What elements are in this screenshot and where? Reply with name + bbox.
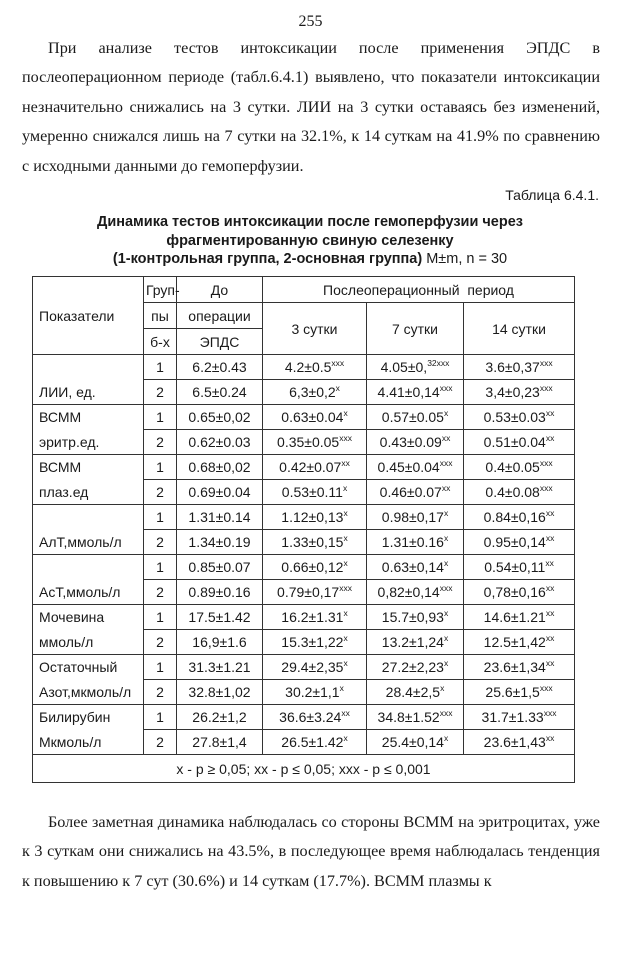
value-text: 1.34±0.19 [188, 534, 251, 550]
significance-mark: xxx [439, 383, 453, 393]
significance-mark: xxx [543, 708, 557, 718]
significance-mark: x [443, 558, 449, 568]
indicator-label: АлТ,ммоль/л [33, 530, 144, 555]
significance-mark: x [343, 408, 348, 418]
value-cell [263, 355, 367, 380]
significance-mark: x [443, 508, 449, 518]
table-title-groups: (1-контрольная группа, 2-основная группа) [112, 251, 423, 267]
significance-mark: xx [545, 558, 554, 568]
value-text: 25.4±0,14 [381, 734, 444, 750]
value-cell [177, 455, 263, 480]
footnote-row [33, 755, 575, 783]
value-cell [464, 630, 575, 655]
significance-mark: xx [341, 458, 350, 468]
header-day-14: 14 сутки [464, 303, 575, 355]
indicator-label: Остаточный [33, 655, 144, 680]
indicator-label: Мкмоль/л [33, 730, 144, 755]
value-text: 0.57±0.05 [381, 409, 444, 425]
value-cell [263, 505, 367, 530]
significance-mark: x [443, 658, 449, 668]
table-title [30, 213, 590, 269]
indicator-label: плаз.ед [33, 480, 144, 505]
value-text: 1.33±0,15 [281, 534, 344, 550]
value-text: 0,82±0,14 [377, 584, 440, 600]
value-cell [177, 730, 263, 755]
header-day-3: 3 сутки [263, 303, 367, 355]
significance-mark: x [343, 608, 348, 618]
value-cell [464, 605, 575, 630]
table-row [33, 705, 575, 730]
value-cell [464, 380, 575, 405]
significance-mark: xxx [439, 708, 453, 718]
value-cell [263, 705, 367, 730]
value-text: 17.5±1.42 [188, 609, 251, 625]
value-text: 6.5±0.24 [192, 384, 247, 400]
value-cell [367, 355, 464, 380]
significance-mark: xx [341, 708, 350, 718]
value-cell [263, 655, 367, 680]
value-cell [263, 405, 367, 430]
table-row [33, 730, 575, 755]
value-text: 3.6±0,37 [485, 359, 540, 375]
table-row [33, 505, 575, 530]
significance-mark: x [343, 733, 348, 743]
significance-mark: x [440, 683, 445, 693]
header-row [33, 277, 575, 303]
table-row [33, 680, 575, 705]
group-number: 1 [144, 555, 177, 580]
header-group-2: пы [144, 303, 177, 329]
table-row [33, 455, 575, 480]
significance-mark: xx [545, 583, 555, 593]
group-number: 2 [144, 730, 177, 755]
significance-mark: xxx [439, 458, 453, 468]
value-cell [177, 380, 263, 405]
value-cell [464, 355, 575, 380]
indicator-label: Азот,мкмоль/л [33, 680, 144, 705]
group-number: 2 [144, 430, 177, 455]
significance-mark: x [443, 408, 449, 418]
value-text: 13.2±1,24 [381, 634, 444, 650]
header-before-1: До [177, 277, 263, 303]
value-cell [464, 580, 575, 605]
value-cell [464, 705, 575, 730]
value-text: 0.69±0.04 [188, 484, 251, 500]
value-text: 0.79±0,17 [277, 584, 340, 600]
value-text: 0.65±0,02 [188, 409, 251, 425]
value-text: 1.12±0,13 [281, 509, 344, 525]
significance-mark: x [343, 633, 348, 643]
value-text: 0.46±0.07 [379, 484, 442, 500]
significance-mark: xx [545, 733, 555, 743]
group-number: 1 [144, 655, 177, 680]
value-text: 6.2±0.43 [192, 359, 247, 375]
value-text: 34.8±1.52 [377, 709, 440, 725]
value-text: 14.6±1.21 [483, 609, 546, 625]
value-text: 36.6±3.24 [279, 709, 342, 725]
value-text: 30.2±1,1 [285, 684, 340, 700]
header-group-1: Груп- [144, 277, 177, 303]
indicator-label: Билирубин [33, 705, 144, 730]
value-text: 0.85±0.07 [188, 559, 251, 575]
value-text: 27.8±1,4 [192, 734, 247, 750]
value-cell [464, 680, 575, 705]
value-cell [367, 530, 464, 555]
value-text: 27.2±2,23 [381, 659, 444, 675]
table-row [33, 355, 575, 380]
value-cell [263, 580, 367, 605]
value-text: 0.53±0.03 [483, 409, 546, 425]
value-cell [367, 705, 464, 730]
table-title-stats: M±m, n = 30 [422, 251, 508, 267]
value-cell [263, 530, 367, 555]
value-text: 4.41±0,14 [377, 384, 440, 400]
value-cell [263, 680, 367, 705]
group-number: 2 [144, 580, 177, 605]
value-text: 0.68±0,02 [188, 459, 251, 475]
value-cell [464, 480, 575, 505]
value-cell [177, 480, 263, 505]
value-text: 32.8±1,02 [188, 684, 251, 700]
value-text: 15.3±1,22 [281, 634, 344, 650]
significance-mark: xx [441, 483, 451, 493]
table-row [33, 430, 575, 455]
significance-mark: xxx [539, 683, 553, 693]
significance-mark: x [335, 383, 340, 393]
value-text: 23.6±1,43 [483, 734, 546, 750]
value-cell [464, 530, 575, 555]
group-number: 1 [144, 705, 177, 730]
value-cell [367, 505, 464, 530]
value-text: 15.7±0,93 [381, 609, 444, 625]
value-cell [263, 455, 367, 480]
value-text: 6,3±0,2 [289, 384, 336, 400]
table-row [33, 480, 575, 505]
significance-mark: xxx [331, 358, 345, 368]
value-cell [367, 680, 464, 705]
value-text: 4.05±0, [380, 359, 428, 375]
group-number: 2 [144, 680, 177, 705]
value-text: 3,4±0,23 [485, 384, 540, 400]
value-text: 0.54±0,11 [484, 559, 546, 575]
value-text: 0.63±0.04 [281, 409, 344, 425]
header-before-3: ЭПДС [177, 329, 263, 355]
value-text: 0.89±0.16 [188, 584, 251, 600]
value-cell [464, 505, 575, 530]
significance-mark: xxx [539, 483, 553, 493]
significance-mark: xxx [339, 433, 352, 443]
value-cell [177, 680, 263, 705]
value-cell [177, 555, 263, 580]
table-row [33, 655, 575, 680]
value-cell [177, 580, 263, 605]
value-cell [263, 430, 367, 455]
table-row [33, 405, 575, 430]
indicator-label: эритр.ед. [33, 430, 144, 455]
group-number: 1 [144, 505, 177, 530]
table-row [33, 555, 575, 580]
indicator-label: ммоль/л [33, 630, 144, 655]
value-text: 16,9±1.6 [192, 634, 247, 650]
header-group-3: б-х [144, 329, 177, 355]
value-cell [263, 730, 367, 755]
indicator-label: ЛИИ, ед. [33, 380, 144, 405]
value-cell [177, 355, 263, 380]
value-text: 4.2±0.5 [284, 359, 332, 375]
significance-mark: xxx [539, 458, 553, 468]
indicator-label: АсТ,ммоль/л [33, 580, 144, 605]
value-cell [177, 530, 263, 555]
significance-mark: xxx [539, 358, 553, 368]
value-cell [367, 480, 464, 505]
indicator-label [33, 555, 144, 580]
significance-mark: x [339, 683, 344, 693]
significance-mark: x [443, 733, 449, 743]
value-cell [367, 405, 464, 430]
table-row [33, 630, 575, 655]
value-text: 31.3±1.21 [188, 659, 251, 675]
value-text: 0.4±0.05 [485, 459, 540, 475]
value-text: 12.5±1,42 [483, 634, 546, 650]
table-title-line-2: фрагментированную свиную селезенку [166, 232, 454, 249]
value-text: 0.66±0,12 [281, 559, 344, 575]
group-number: 2 [144, 530, 177, 555]
value-cell [464, 430, 575, 455]
value-text: 0.43±0.09 [379, 434, 442, 450]
value-text: 0.62±0.03 [188, 434, 251, 450]
group-number: 2 [144, 380, 177, 405]
table-row [33, 380, 575, 405]
group-number: 2 [144, 480, 177, 505]
value-cell [464, 655, 575, 680]
significance-mark: x [343, 658, 348, 668]
value-cell [464, 730, 575, 755]
group-number: 1 [144, 605, 177, 630]
significance-mark: x [343, 558, 348, 568]
group-number: 2 [144, 630, 177, 655]
page-number: 255 [298, 13, 323, 30]
value-cell [367, 580, 464, 605]
value-text: 26.5±1.42 [281, 734, 344, 750]
significance-mark: xx [545, 533, 555, 543]
value-text: 0.4±0.08 [485, 484, 540, 500]
significance-mark: xx [545, 608, 555, 618]
value-cell [367, 455, 464, 480]
value-text: 0,78±0,16 [483, 584, 546, 600]
value-cell [464, 405, 575, 430]
value-text: 1.31±0.14 [188, 509, 251, 525]
paragraph-continuation: Более заметная динамика наблюдалась со стороны ВСММ на эритроцитах, уже к 3 суткам они снижались на 43.5%, в последующее время наблюдалась тенденция к повышению к 7 сут (30.6%) и 14 суткам (17.7%). ВСММ плазмы к [22, 813, 600, 890]
value-text: 0.42±0.07 [279, 459, 342, 475]
significance-mark: x [343, 533, 348, 543]
significance-mark: x [443, 633, 449, 643]
value-text: 26.2±1,2 [192, 709, 247, 725]
value-cell [367, 380, 464, 405]
header-before-2: операции [177, 303, 263, 329]
significance-mark: xx [545, 658, 555, 668]
header-postop: Послеоперационный период [263, 277, 575, 303]
paragraph-intro: При анализе тестов интоксикации после применения ЭПДС в послеоперационном периоде (табл.6.4.1) выявлено, что показатели интоксикации незначительно снижались на 3 сутки. ЛИИ на 3 сутки оставаясь без изменений, умеренно снижался лишь на 7 сутки на 32.1%, к 14 суткам на 41.9% по сравнению с исходными данными до гемоперфузии. [22, 39, 600, 175]
value-text: 0.95±0,14 [483, 534, 546, 550]
table-label: Таблица 6.4.1. [505, 187, 599, 203]
value-cell [263, 380, 367, 405]
value-text: 29.4±2,35 [281, 659, 344, 675]
value-cell [367, 655, 464, 680]
value-cell [177, 430, 263, 455]
significance-mark: xx [545, 433, 555, 443]
significance-mark: xxx [339, 583, 352, 593]
value-text: 0.63±0,14 [381, 559, 444, 575]
value-text: 25.6±1,5 [485, 684, 540, 700]
indicator-label [33, 355, 144, 380]
value-cell [367, 555, 464, 580]
significance-mark: xxx [439, 583, 453, 593]
table-title-line-3 [30, 250, 590, 269]
value-cell [367, 730, 464, 755]
value-cell [367, 630, 464, 655]
header-indicator: Показатели [33, 277, 144, 355]
significance-mark: xx [545, 508, 555, 518]
value-text: 0.53±0.11 [281, 484, 343, 500]
table-row [33, 530, 575, 555]
group-number: 1 [144, 455, 177, 480]
value-cell [177, 405, 263, 430]
value-text: 0.51±0.04 [483, 434, 546, 450]
significance-mark: x [443, 608, 449, 618]
value-text: 23.6±1,34 [483, 659, 546, 675]
value-text: 0.98±0,17 [381, 509, 444, 525]
significance-mark: x [443, 533, 449, 543]
significance-mark: 32xxx [427, 358, 450, 368]
value-cell [263, 480, 367, 505]
group-number: 1 [144, 355, 177, 380]
value-cell [177, 505, 263, 530]
group-number: 1 [144, 405, 177, 430]
value-cell [464, 455, 575, 480]
significance-mark: x [343, 508, 348, 518]
value-text: 31.7±1.33 [481, 709, 544, 725]
value-text: 0.35±0.05 [277, 434, 340, 450]
value-cell [177, 655, 263, 680]
value-cell [367, 605, 464, 630]
table-footnote: x - p ≥ 0,05; xx - p ≤ 0,05; xxx - p ≤ 0,001 [33, 755, 575, 783]
table-title-line-1: Динамика тестов интоксикации после гемоперфузии через [96, 214, 523, 230]
value-cell [263, 630, 367, 655]
value-cell [464, 555, 575, 580]
value-cell [177, 605, 263, 630]
indicator-label: ВСММ [33, 455, 144, 480]
value-text: 0.84±0,16 [483, 509, 546, 525]
value-cell [177, 630, 263, 655]
value-text: 16.2±1.31 [281, 609, 344, 625]
significance-mark: xx [545, 633, 555, 643]
table-row [33, 580, 575, 605]
significance-mark: xx [545, 408, 555, 418]
table-row [33, 605, 575, 630]
value-text: 0.45±0.04 [377, 459, 440, 475]
indicator-label [33, 505, 144, 530]
significance-mark: x [342, 483, 348, 493]
intoxication-table [32, 276, 575, 783]
value-text: 28.4±2,5 [385, 684, 441, 700]
significance-mark: xxx [539, 383, 553, 393]
header-day-7: 7 сутки [367, 303, 464, 355]
table-body [33, 277, 575, 783]
value-cell [177, 705, 263, 730]
indicator-label: ВСММ [33, 405, 144, 430]
value-cell [367, 430, 464, 455]
value-cell [263, 605, 367, 630]
value-text: 1.31±0.16 [381, 534, 444, 550]
significance-mark: xx [441, 433, 451, 443]
indicator-label: Мочевина [33, 605, 144, 630]
value-cell [263, 555, 367, 580]
